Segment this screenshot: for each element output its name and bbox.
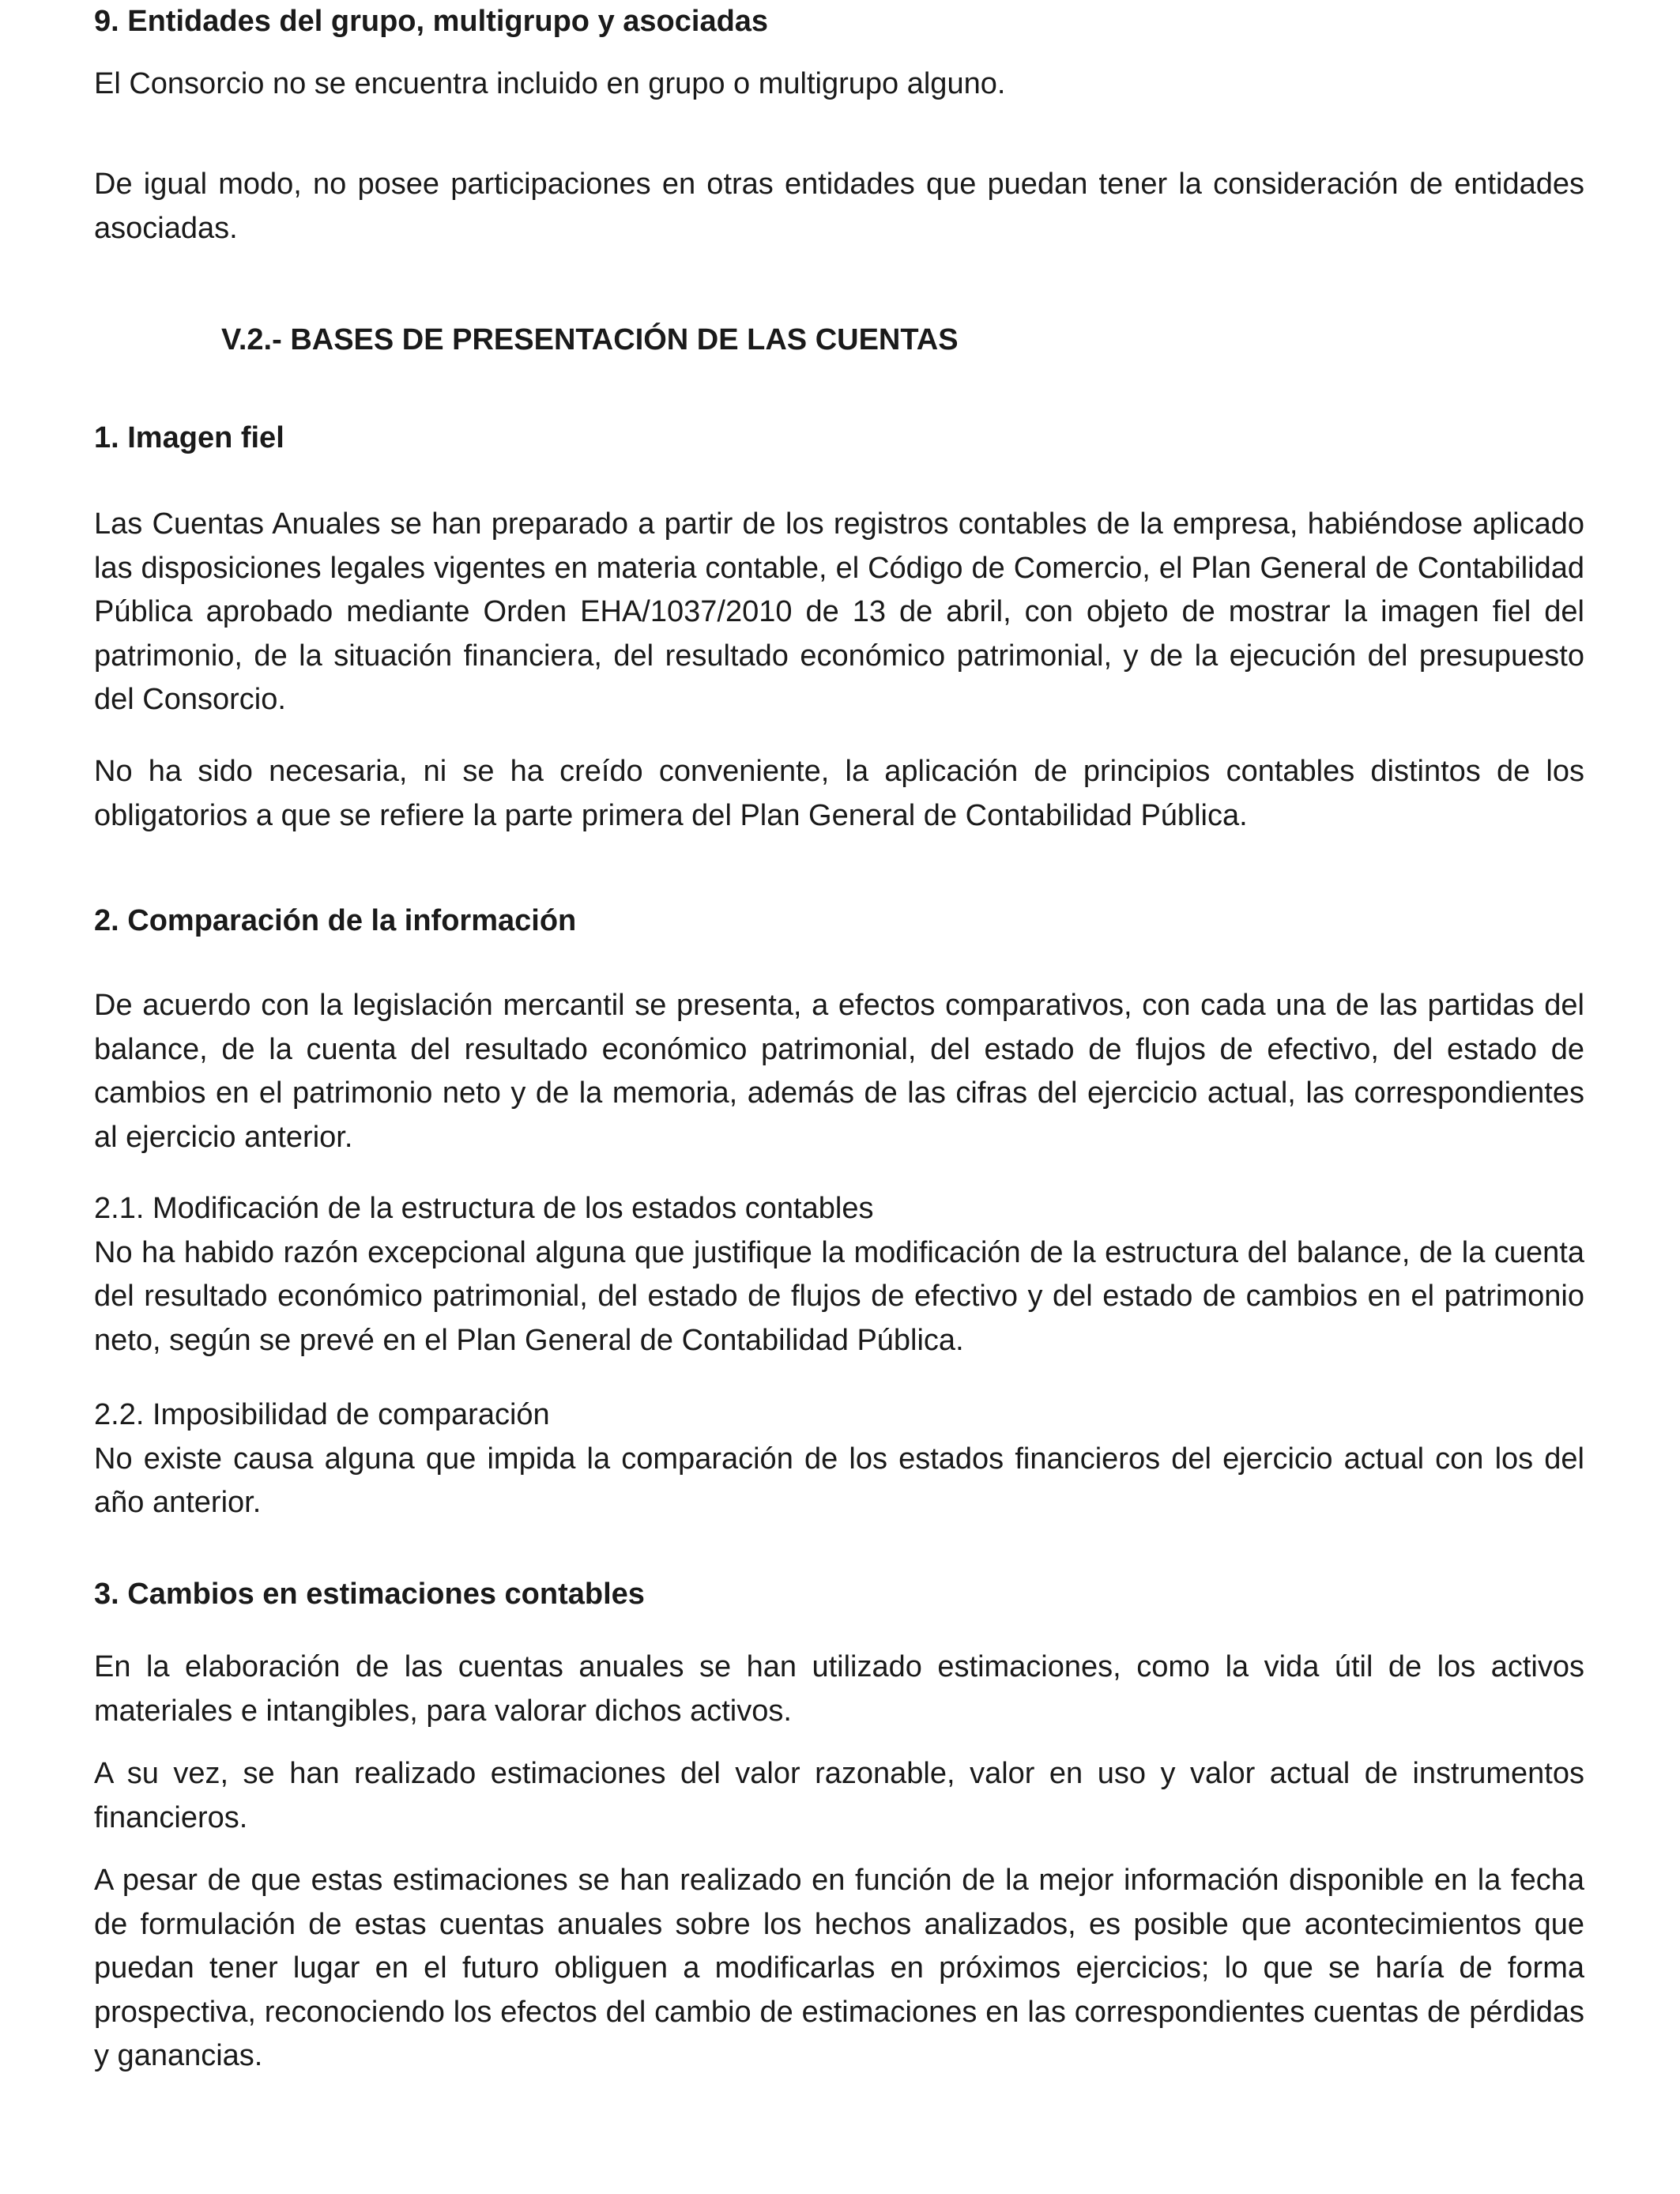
- section-1-heading: 1. Imagen fiel: [94, 421, 284, 454]
- section-2-2-title: 2.2. Imposibilidad de comparación: [94, 1398, 550, 1431]
- section-3-paragraph-3: A pesar de que estas estimaciones se han realizado en función de la mejor información disponible en la fecha de formulación de estas cuentas anuales sobre los hechos analizados, es posible que acontecimientos que puedan tener lugar en el futuro obliguen a modificarlas en próximos ejercicios; lo que se haría de forma prospectiva, reconociendo los efectos del cambio de estimaciones en las correspondientes cuentas de pérdidas y ganancias.: [94, 1864, 1584, 2072]
- section-2-paragraph-1: De acuerdo con la legislación mercantil se presenta, a efectos comparativos, con cada una de las partidas del balance, de la cuenta del resultado económico patrimonial, del estado de flujos de efectivo, del estado de cambios en el patrimonio neto y de la memoria, además de las cifras del ejercicio actual, las correspondientes al ejercicio anterior.: [94, 989, 1584, 1154]
- section-1-paragraph-1: Las Cuentas Anuales se han preparado a partir de los registros contables de la empresa, habiéndose aplicado las disposiciones legales vigentes en materia contable, el Código de Comercio, el Plan General de Contabilidad Pública aprobado mediante Orden EHA/1037/2010 de 13 de abril, con objeto de mostrar la imagen fiel del patrimonio, de la situación financiera, del resultado económico patrimonial, y de la ejecución del presupuesto del Consorcio.: [94, 507, 1584, 716]
- section-2-1-text: No ha habido razón excepcional alguna que justifique la modificación de la estructura del balance, de la cuenta del resultado económico patrimonial, del estado de flujos de efectivo y del estado de cambios en el patrimonio neto, según se prevé en el Plan General de Contabilidad Pública.: [94, 1235, 1584, 1357]
- section-2-1-block: [94, 1187, 1584, 1363]
- section-1-paragraph-2: No ha sido necesaria, ni se ha creído conveniente, la aplicación de principios contables distintos de los obligatorios a que se refiere la parte primera del Plan General de Contabilidad Pública.: [94, 755, 1584, 832]
- section-3-paragraph-1: En la elaboración de las cuentas anuales se han utilizado estimaciones, como la vida útil de los activos materiales e intangibles, para valorar dichos activos.: [94, 1650, 1584, 1728]
- section-2-1-title: 2.1. Modificación de la estructura de los estados contables: [94, 1192, 874, 1225]
- section-2-heading: 2. Comparación de la información: [94, 904, 577, 937]
- section-9-heading: 9. Entidades del grupo, multigrupo y asociadas: [94, 5, 769, 38]
- section-2-2-text: No existe causa alguna que impida la comparación de los estados financieros del ejercicio actual con los del año anterior.: [94, 1442, 1584, 1519]
- v2-section-heading: V.2.- BASES DE PRESENTACIÓN DE LAS CUENTAS: [221, 323, 959, 356]
- section-2-2-block: [94, 1393, 1584, 1525]
- section-3-heading: 3. Cambios en estimaciones contables: [94, 1578, 645, 1611]
- section-3-paragraph-2: A su vez, se han realizado estimaciones del valor razonable, valor en uso y valor actual de instrumentos financieros.: [94, 1757, 1584, 1834]
- section-9-paragraph-1: El Consorcio no se encuentra incluido en grupo o multigrupo alguno.: [94, 67, 1006, 100]
- section-9-paragraph-2: De igual modo, no posee participaciones en otras entidades que puedan tener la consideración de entidades asociadas.: [94, 168, 1584, 245]
- document-page: [94, 0, 1584, 2194]
